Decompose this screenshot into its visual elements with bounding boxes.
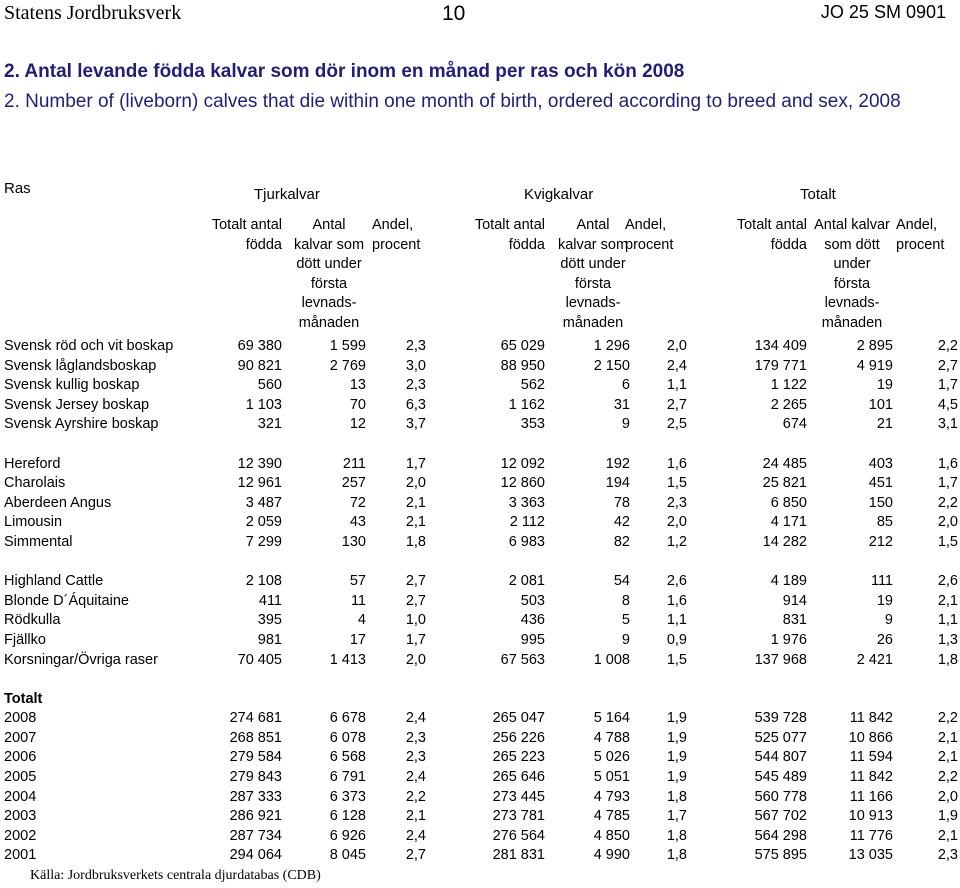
row-label: Rödkulla <box>4 612 61 629</box>
table-cell: 274 681 <box>229 710 282 727</box>
table-cell: 19 <box>876 377 893 394</box>
table-cell: 2,2 <box>405 788 426 805</box>
table-cell: 6 568 <box>329 749 366 766</box>
row-label: 2004 <box>4 788 37 805</box>
column-header: Andel, procent <box>372 217 421 253</box>
table-cell: 2,1 <box>937 729 958 746</box>
table-cell: 192 <box>605 455 630 472</box>
table-cell: 4 189 <box>770 573 807 590</box>
table-cell: 1,6 <box>937 455 958 472</box>
table-cell: 4 990 <box>593 847 630 864</box>
row-label: Svensk röd och vit boskap <box>4 338 174 354</box>
table-cell: 2,7 <box>937 357 958 374</box>
table-cell: 1 008 <box>593 651 630 668</box>
table-cell: 5 026 <box>593 749 630 766</box>
row-label: Svensk Ayrshire boskap <box>4 416 159 433</box>
table-cell: 101 <box>868 396 893 413</box>
table-cell: 265 223 <box>492 749 545 766</box>
table-cell: 2,2 <box>937 338 958 354</box>
row-label: 2002 <box>4 827 37 844</box>
table-cell: 2,4 <box>405 710 426 727</box>
table-cell: 6 983 <box>508 533 545 550</box>
table-cell: 11 166 <box>849 788 893 805</box>
table-cell: 525 077 <box>754 729 807 746</box>
table-cell: 13 <box>349 377 366 394</box>
table-cell: 2,1 <box>937 827 958 844</box>
column-header: Antal kalvar som dött under första levnads- månaden <box>293 217 365 331</box>
table-cell: 6 791 <box>329 769 366 786</box>
table-cell: 5 <box>621 612 630 629</box>
table-title-english: 2. Number of (liveborn) calves that die within one month of birth, ordered according to breed and sex, 2008 <box>4 91 901 112</box>
table-cell: 10 913 <box>848 808 893 825</box>
spacer-row <box>0 435 960 455</box>
table-cell: 1 413 <box>329 651 366 668</box>
table-cell: 1,8 <box>937 651 958 668</box>
table-cell: 353 <box>520 416 545 433</box>
table-cell: 6 373 <box>329 788 366 805</box>
table-cell: 2,0 <box>405 651 426 668</box>
table-cell: 11 842 <box>849 710 893 727</box>
row-label: 2008 <box>4 710 37 727</box>
table-cell: 9 <box>621 416 630 433</box>
table-cell: 42 <box>613 514 630 531</box>
table-cell: 279 584 <box>229 749 282 766</box>
table-cell: 5 164 <box>593 710 630 727</box>
table-cell: 1 103 <box>245 396 282 413</box>
table-row <box>0 768 960 788</box>
column-header: Totalt antal födda <box>736 217 807 253</box>
agency-name: Statens Jordbruksverk <box>4 2 182 24</box>
table-cell: 43 <box>349 514 366 531</box>
table-cell: 562 <box>520 377 545 394</box>
row-label: 2006 <box>4 749 37 766</box>
table-cell: 2,3 <box>405 338 426 354</box>
table-cell: 560 <box>257 377 282 394</box>
table-cell: 279 843 <box>229 769 282 786</box>
table-cell: 78 <box>613 494 630 511</box>
data-table <box>0 337 960 866</box>
table-cell: 67 563 <box>500 651 545 668</box>
table-row <box>0 631 960 651</box>
table-cell: 265 047 <box>492 710 545 727</box>
table-cell: 8 <box>621 592 630 609</box>
table-cell: 564 298 <box>754 827 807 844</box>
row-label: Svensk kullig boskap <box>4 377 140 394</box>
table-cell: 4 788 <box>593 729 630 746</box>
table-row <box>0 494 960 514</box>
table-cell: 4 793 <box>593 788 630 805</box>
table-cell: 4 850 <box>593 827 630 844</box>
table-cell: 2 421 <box>856 651 893 668</box>
table-cell: 21 <box>876 416 893 433</box>
row-label: Blonde D´Áquitaine <box>4 592 129 609</box>
table-cell: 2,0 <box>405 475 426 492</box>
table-row <box>0 357 960 377</box>
table-cell: 8 045 <box>329 847 366 864</box>
table-cell: 12 860 <box>500 475 545 492</box>
table-cell: 211 <box>342 455 366 472</box>
table-cell: 1,8 <box>666 788 687 805</box>
table-cell: 2,4 <box>405 827 426 844</box>
table-cell: 12 961 <box>237 475 282 492</box>
table-cell: 1,5 <box>666 475 687 492</box>
table-cell: 539 728 <box>754 710 807 727</box>
table-cell: 2,3 <box>937 847 958 864</box>
table-cell: 26 <box>876 631 893 648</box>
table-cell: 2 059 <box>245 514 282 531</box>
table-cell: 995 <box>520 631 545 648</box>
table-cell: 12 390 <box>237 455 282 472</box>
table-cell: 1 296 <box>593 338 630 354</box>
row-label: Charolais <box>4 475 66 492</box>
table-cell: 65 029 <box>500 338 545 354</box>
table-cell: 1,3 <box>937 631 958 648</box>
source-note: Källa: Jordbruksverkets centrala djurdatabas (CDB) <box>30 868 321 883</box>
row-label: Hereford <box>4 455 61 472</box>
table-cell: 1,7 <box>937 475 958 492</box>
table-cell: 2,0 <box>937 514 958 531</box>
table-row <box>0 690 960 710</box>
table-cell: 1 162 <box>508 396 545 413</box>
table-cell: 1,1 <box>666 612 687 629</box>
table-cell: 321 <box>257 416 282 433</box>
table-cell: 567 702 <box>754 808 807 825</box>
row-label: 2007 <box>4 729 37 746</box>
table-cell: 575 895 <box>754 847 807 864</box>
table-cell: 4 171 <box>770 514 807 531</box>
table-cell: 2,3 <box>405 729 426 746</box>
column-header: Antal kalvar som dött under första levnads- månaden <box>814 217 890 331</box>
table-row <box>0 474 960 494</box>
ras-column-label: Ras <box>4 180 31 197</box>
table-cell: 212 <box>868 533 893 550</box>
table-row <box>0 415 960 435</box>
table-cell: 10 866 <box>848 729 893 746</box>
table-cell: 11 842 <box>849 769 893 786</box>
table-cell: 981 <box>257 631 282 648</box>
table-row <box>0 455 960 475</box>
table-cell: 545 489 <box>754 769 807 786</box>
table-row <box>0 709 960 729</box>
table-cell: 6 128 <box>329 808 366 825</box>
table-cell: 1,9 <box>666 769 687 786</box>
table-cell: 2,4 <box>405 769 426 786</box>
table-cell: 286 921 <box>229 808 282 825</box>
group-header-totalt: Totalt <box>800 186 836 203</box>
table-cell: 90 821 <box>237 357 282 374</box>
row-label: Limousin <box>4 514 63 531</box>
table-cell: 1,9 <box>937 808 958 825</box>
table-cell: 2,1 <box>405 514 426 531</box>
table-cell: 1,9 <box>666 710 687 727</box>
table-row <box>0 376 960 396</box>
table-row <box>0 846 960 866</box>
table-cell: 436 <box>520 612 545 629</box>
table-cell: 111 <box>870 573 893 590</box>
table-cell: 560 778 <box>754 788 807 805</box>
table-cell: 2,2 <box>937 494 958 511</box>
table-cell: 134 409 <box>754 338 807 354</box>
table-cell: 411 <box>258 592 282 609</box>
table-cell: 451 <box>868 475 893 492</box>
table-cell: 544 807 <box>754 749 807 766</box>
table-cell: 1 599 <box>329 338 366 354</box>
row-label: 2005 <box>4 769 37 786</box>
table-row <box>0 788 960 808</box>
row-label: Fjällko <box>4 631 46 648</box>
table-cell: 25 821 <box>762 475 807 492</box>
table-cell: 4,5 <box>937 396 958 413</box>
table-cell: 273 781 <box>492 808 545 825</box>
table-cell: 54 <box>613 573 630 590</box>
table-cell: 17 <box>349 631 366 648</box>
table-cell: 24 485 <box>762 455 807 472</box>
table-row <box>0 611 960 631</box>
table-cell: 31 <box>613 396 630 413</box>
table-cell: 72 <box>349 494 366 511</box>
table-cell: 2,7 <box>405 847 426 864</box>
column-header: Antal kalvar som dött under första levnads- månaden <box>557 217 629 331</box>
table-row <box>0 396 960 416</box>
column-header: Andel, procent <box>625 217 674 253</box>
table-cell: 57 <box>349 573 366 590</box>
table-cell: 2,1 <box>405 494 426 511</box>
column-header: Totalt antal födda <box>474 217 545 253</box>
row-label: Aberdeen Angus <box>4 494 112 511</box>
table-cell: 2 895 <box>856 338 893 354</box>
table-cell: 287 734 <box>229 827 282 844</box>
table-cell: 268 851 <box>229 729 282 746</box>
table-cell: 3 487 <box>245 494 282 511</box>
table-cell: 1,7 <box>937 377 958 394</box>
table-cell: 88 950 <box>500 357 545 374</box>
table-cell: 2,0 <box>666 338 687 354</box>
table-cell: 674 <box>782 416 807 433</box>
table-cell: 2,7 <box>405 592 426 609</box>
row-label: 2003 <box>4 808 37 825</box>
column-header: Totalt antal födda <box>211 217 282 253</box>
table-cell: 194 <box>605 475 630 492</box>
table-cell: 1,8 <box>405 533 426 550</box>
table-cell: 6 678 <box>329 710 366 727</box>
table-cell: 2,7 <box>666 396 687 413</box>
table-cell: 12 <box>349 416 366 433</box>
table-cell: 1,1 <box>666 377 687 394</box>
table-cell: 1,1 <box>937 612 958 629</box>
table-cell: 1,9 <box>666 729 687 746</box>
table-cell: 11 594 <box>849 749 893 766</box>
table-cell: 287 333 <box>229 788 282 805</box>
table-row <box>0 827 960 847</box>
table-cell: 831 <box>782 612 807 629</box>
table-cell: 6 078 <box>329 729 366 746</box>
table-cell: 2,3 <box>405 749 426 766</box>
table-cell: 1,7 <box>666 808 687 825</box>
table-cell: 9 <box>621 631 630 648</box>
table-cell: 1,5 <box>937 533 958 550</box>
table-row <box>0 651 960 671</box>
table-cell: 150 <box>868 494 893 511</box>
table-cell: 2,2 <box>937 710 958 727</box>
row-label: Korsningar/Övriga raser <box>4 651 158 668</box>
table-cell: 256 226 <box>492 729 545 746</box>
table-cell: 294 064 <box>229 847 282 864</box>
table-cell: 179 771 <box>754 357 807 374</box>
table-cell: 2 108 <box>245 573 282 590</box>
table-cell: 70 <box>349 396 366 413</box>
report-id: JO 25 SM 0901 <box>820 2 946 22</box>
table-cell: 14 282 <box>762 533 807 550</box>
table-cell: 914 <box>782 592 807 609</box>
table-row <box>0 807 960 827</box>
table-title-swedish: 2. Antal levande födda kalvar som dör inom en månad per ras och kön 2008 <box>4 61 685 82</box>
table-cell: 82 <box>613 533 630 550</box>
table-cell: 85 <box>876 514 893 531</box>
table-cell: 2 265 <box>770 396 807 413</box>
table-cell: 1,7 <box>405 455 426 472</box>
table-cell: 4 919 <box>856 357 893 374</box>
group-header-tjurkalvar: Tjurkalvar <box>254 186 320 203</box>
table-cell: 6 <box>621 377 630 394</box>
table-cell: 3,7 <box>405 416 426 433</box>
table-cell: 69 380 <box>237 338 282 354</box>
table-cell: 2,2 <box>937 769 958 786</box>
table-cell: 2 150 <box>593 357 630 374</box>
table-cell: 503 <box>520 592 545 609</box>
group-header-kvigkalvar: Kvigkalvar <box>524 186 594 203</box>
table-cell: 6,3 <box>405 396 426 413</box>
table-cell: 13 035 <box>848 847 893 864</box>
table-row <box>0 533 960 553</box>
table-cell: 3,0 <box>405 357 426 374</box>
table-cell: 2,3 <box>405 377 426 394</box>
table-cell: 2,5 <box>666 416 687 433</box>
table-cell: 0,9 <box>666 631 687 648</box>
table-cell: 19 <box>876 592 893 609</box>
table-cell: 2 769 <box>329 357 366 374</box>
table-cell: 137 968 <box>754 651 807 668</box>
table-cell: 265 646 <box>492 769 545 786</box>
table-cell: 2,7 <box>405 573 426 590</box>
column-header: Andel, procent <box>896 217 945 253</box>
table-cell: 2,3 <box>666 494 687 511</box>
table-cell: 395 <box>257 612 282 629</box>
table-cell: 2 081 <box>508 573 545 590</box>
table-cell: 1,6 <box>666 455 687 472</box>
page-number: 10 <box>442 2 466 25</box>
table-cell: 11 <box>350 592 366 609</box>
table-cell: 11 776 <box>849 827 893 844</box>
table-cell: 4 785 <box>593 808 630 825</box>
table-cell: 1,7 <box>405 631 426 648</box>
table-cell: 2,6 <box>937 573 958 590</box>
table-cell: 403 <box>868 455 893 472</box>
row-label: Highland Cattle <box>4 573 104 590</box>
table-cell: 2,1 <box>405 808 426 825</box>
row-label: Svensk Jersey boskap <box>4 396 150 413</box>
table-cell: 12 092 <box>500 455 545 472</box>
table-row <box>0 572 960 592</box>
table-row <box>0 513 960 533</box>
table-cell: 2,0 <box>937 788 958 805</box>
table-cell: 1,8 <box>666 827 687 844</box>
table-cell: 3 363 <box>508 494 545 511</box>
table-cell: 1,6 <box>666 592 687 609</box>
table-row <box>0 592 960 612</box>
row-label: Simmental <box>4 533 73 550</box>
table-cell: 5 051 <box>593 769 630 786</box>
table-cell: 273 445 <box>492 788 545 805</box>
table-row <box>0 748 960 768</box>
table-cell: 1 122 <box>770 377 807 394</box>
table-cell: 9 <box>884 612 893 629</box>
table-cell: 1,9 <box>666 749 687 766</box>
table-cell: 3,1 <box>937 416 958 433</box>
row-label: Svensk låglandsboskap <box>4 357 157 374</box>
table-cell: 281 831 <box>492 847 545 864</box>
table-cell: 2,4 <box>666 357 687 374</box>
table-cell: 130 <box>341 533 366 550</box>
table-cell: 276 564 <box>492 827 545 844</box>
table-cell: 2,0 <box>666 514 687 531</box>
table-cell: 1 976 <box>770 631 807 648</box>
spacer-row <box>0 553 960 573</box>
table-cell: 2 112 <box>509 514 545 531</box>
table-cell: 1,2 <box>666 533 687 550</box>
spacer-row <box>0 670 960 690</box>
table-cell: 257 <box>341 475 366 492</box>
row-label: Totalt <box>4 690 43 707</box>
table-row <box>0 337 960 357</box>
table-cell: 6 850 <box>770 494 807 511</box>
table-cell: 4 <box>357 612 366 629</box>
table-cell: 2,1 <box>937 749 958 766</box>
table-row <box>0 729 960 749</box>
table-cell: 1,5 <box>666 651 687 668</box>
table-cell: 1,0 <box>405 612 426 629</box>
table-cell: 2,6 <box>666 573 687 590</box>
row-label: 2001 <box>4 847 37 864</box>
table-cell: 70 405 <box>237 651 282 668</box>
table-cell: 6 926 <box>329 827 366 844</box>
table-cell: 2,1 <box>937 592 958 609</box>
table-cell: 1,8 <box>666 847 687 864</box>
table-cell: 7 299 <box>245 533 282 550</box>
